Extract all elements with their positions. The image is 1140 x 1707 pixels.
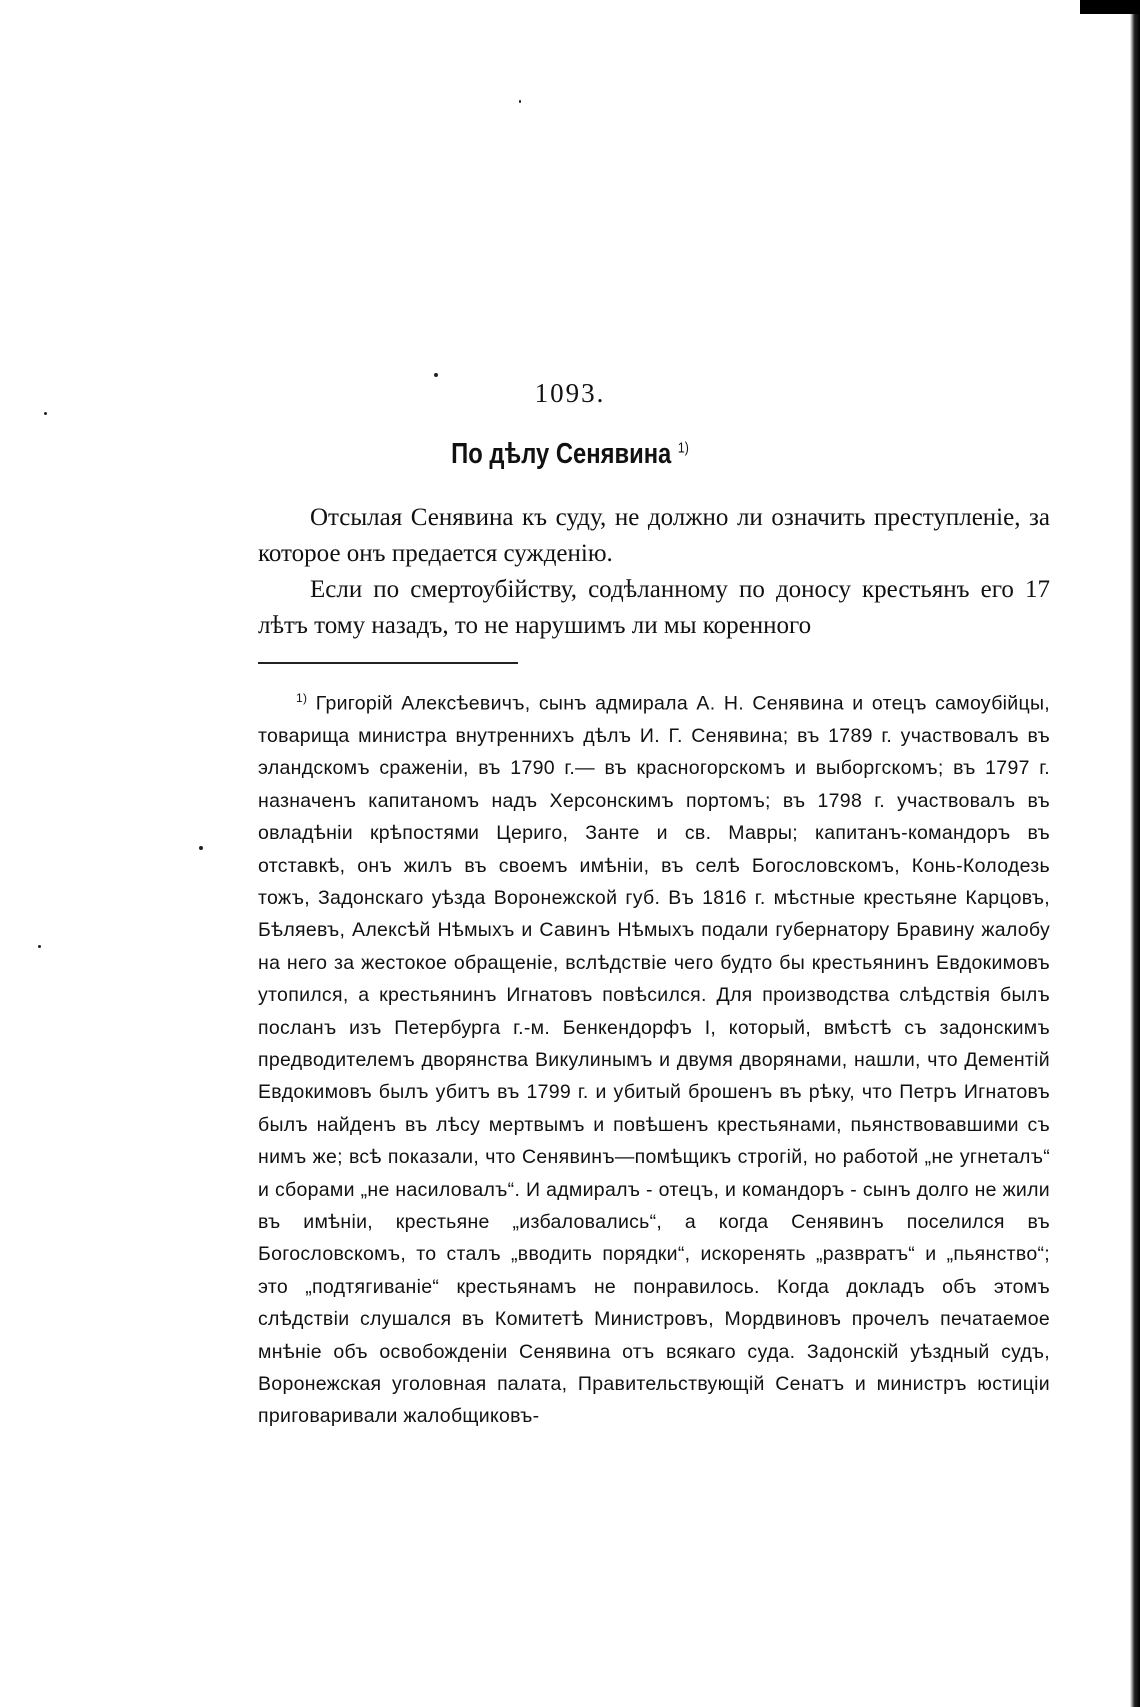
scan-speck <box>434 373 438 377</box>
title-footnote-ref: 1) <box>677 439 689 457</box>
scan-speck <box>44 412 47 415</box>
footnote-divider <box>258 662 518 664</box>
document-number: 1093. <box>534 378 606 408</box>
page-binding-edge <box>1130 0 1140 1707</box>
scan-speck <box>519 100 521 103</box>
title-text: По дѣлу Сенявина <box>451 438 672 470</box>
scan-artifact <box>1080 0 1140 14</box>
footnote <box>258 682 1050 1433</box>
footnote-text: Григорій Алексѣевичъ, сынъ адмирала А. Н. Сенявина и отецъ самоубійцы, товарища министра внутреннихъ дѣлъ И. Г. Сенявина; въ 1789 г. участвовалъ въ эландскомъ сраженіи, въ 1790 г.— въ красногорскомъ и выборгскомъ; въ 1797 г. назначенъ капитаномъ надъ Херсонскимъ портомъ; въ 1798 г. участвовалъ въ овладѣніи крѣпостями Цериго, Занте и св. Мавры; капитанъ-командоръ въ отставкѣ, онъ жилъ въ своемъ имѣніи, въ селѣ Богословскомъ, Конь-Колодезь тожъ, Задонскаго уѣзда Воронежской губ. Въ 1816 г. мѣстные крестьяне Карцовъ, Бѣляевъ, Алексѣй Нѣмыхъ и Савинъ Нѣмыхъ подали губернатору Бравину жалобу на него за жестокое обращеніе, вслѣдствіе чего будто бы крестьянинъ Евдокимовъ утопился, а крестьянинъ Игнатовъ повѣсился. Для производства слѣдствія былъ посланъ изъ Петербурга г.-м. Бенкендорфъ I, который, вмѣстѣ съ задонскимъ предводителемъ дворянства Викулинымъ и двумя дворянами, нашли, что Дементій Евдокимовъ былъ убитъ въ 1799 г. и убитый брошенъ въ рѣку, что Петръ Игнатовъ былъ найденъ въ лѣсу мертвымъ и повѣшенъ крестьянами, пьянствовавшими съ нимъ же; всѣ показали, что Сенявинъ—помѣщикъ строгій, но работой „не угнеталъ“ и сборами „не насиловалъ“. И адмиралъ - отецъ, и командоръ - сынъ долго не жили въ имѣніи, крестьяне „избаловались“, а когда Сенявинъ поселился въ Богословскомъ, то сталъ „вводить порядки“, искоренять „развратъ“ и „пьянство“; это „подтягиваніе“ крестьянамъ не понравилось. Когда докладъ объ этомъ слѣдствіи слушался въ Комитетѣ Министровъ, Мордвиновъ прочелъ печатаемое мнѣніе объ освобожденіи Сенявина отъ всякаго суда. Задонскій уѣздный судъ, Воронежская уголовная палата, Правительствующій Сенатъ и министръ юстиціи приговаривали жалобщиковъ- <box>258 692 1050 1428</box>
scan-speck <box>199 846 203 850</box>
footnote-paragraph <box>258 682 1050 1433</box>
footnote-marker: 1) <box>296 691 308 705</box>
paragraph-1: Отсылая Сенявина къ суду, не должно ли означить преступленіе, за которое онъ предается сужденію. <box>258 504 1050 567</box>
scan-speck <box>38 945 41 948</box>
main-text <box>258 500 1050 644</box>
paragraph-2: Если по смертоубійству, содѣланному по доносу крестьянъ его 17 лѣтъ тому назадъ, то не нарушимъ ли мы коренного <box>258 576 1050 639</box>
document-title <box>103 438 1038 471</box>
